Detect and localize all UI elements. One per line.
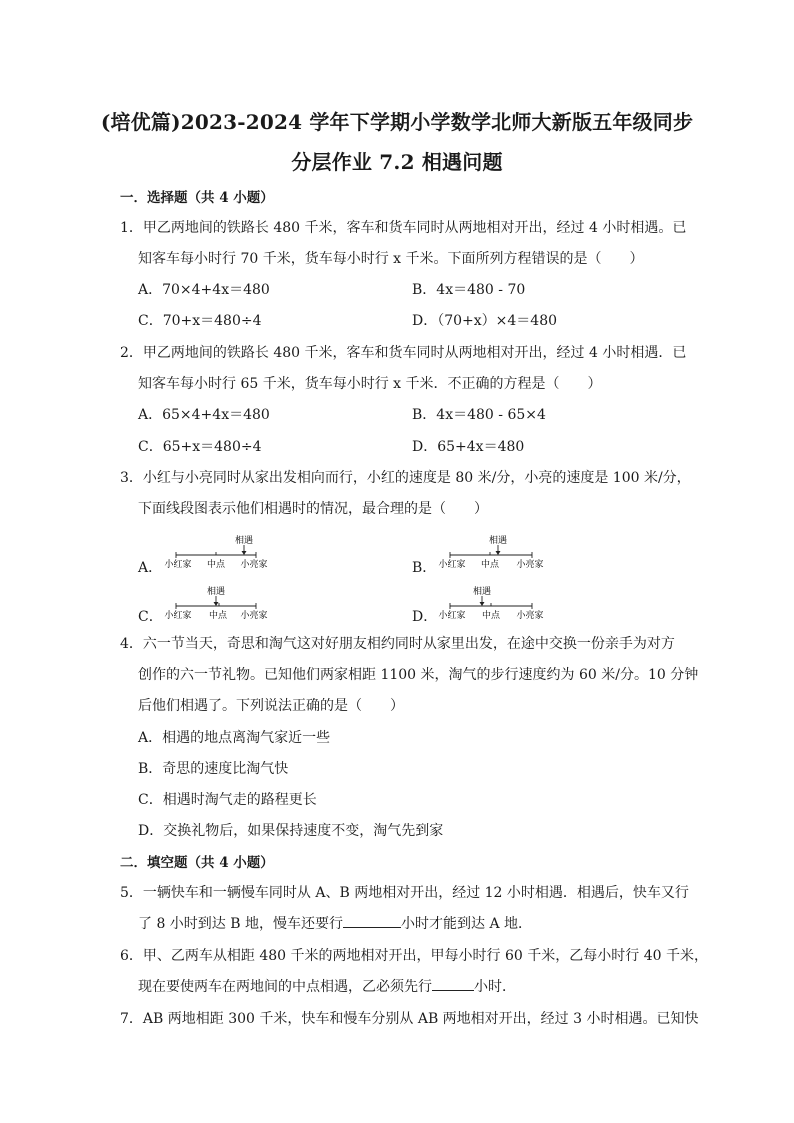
- question-4-line-3: 后他们相遇了。下列说法正确的是（ ）: [138, 698, 404, 714]
- question-1-option-d: D．（70+x）×4＝480: [412, 313, 558, 329]
- question-4-line-1: 4．六一节当天，奇思和淘气这对好朋友相约同时从家里出发，在途中交换一份亲手为对方: [120, 636, 675, 652]
- question-3-option-c: C．: [138, 609, 163, 625]
- question-2-option-c: C．65+x＝480÷4: [138, 439, 262, 455]
- question-2-option-b: B．4x＝480 - 65×4: [412, 407, 546, 423]
- question-4-option-d: D．交换礼物后，如果保持速度不变，淘气先到家: [138, 823, 444, 839]
- question-4-line-2: 创作的六一节礼物。已知他们两家相距 1100 米，淘气的步行速度约为 60 米/分。10 分钟: [138, 667, 699, 683]
- section-heading-fill: 二．填空题（共 4 小题）: [120, 855, 274, 871]
- question-1-option-a: A．70×4+4x＝480: [138, 282, 270, 298]
- segment-diagram-a: [164, 533, 276, 575]
- page-title-line1: (培优篇)2023-2024 学年下学期小学数学北师大新版五年级同步: [100, 110, 694, 134]
- diagram-a-meet-label: 相遇: [234, 536, 254, 546]
- question-4-option-a: A．相遇的地点离淘气家近一些: [138, 730, 331, 746]
- question-6-line-1: 6．甲、乙两车从相距 480 千米的两地相对开出，甲每小时行 60 千米，乙每小时行 40 千米，: [120, 948, 708, 964]
- question-6-line-2: [138, 976, 516, 996]
- question-1-line-1: 1．甲乙两地间的铁路长 480 千米，客车和货车同时从两地相对开出，经过 4 小时相遇。已: [120, 220, 687, 236]
- question-4-option-b: B．奇思的速度比淘气快: [138, 761, 289, 777]
- question-3-option-a: A．: [138, 560, 163, 576]
- question-6-answer-blank[interactable]: [432, 976, 474, 991]
- question-3-line-1: 3．小红与小亮同时从家出发相向而行，小红的速度是 80 米/分，小亮的速度是 100 米/分，: [120, 470, 691, 486]
- question-5-line-2-end: 小时才能到达 A 地．: [401, 916, 533, 932]
- diagram-d-right-label: 小亮家: [516, 611, 544, 621]
- question-3-option-d: D．: [412, 609, 438, 625]
- question-2-option-a: A．65×4+4x＝480: [138, 407, 270, 423]
- diagram-c-meet-label: 相遇: [206, 587, 226, 597]
- segment-diagram-d: [436, 584, 552, 626]
- diagram-d-mid-label: 中点: [481, 611, 501, 621]
- question-1-line-2: 知客车每小时行 70 千米，货车每小时行 x 千米。下面所列方程错误的是（ ）: [138, 251, 644, 267]
- diagram-c-left-label: 小红家: [164, 611, 192, 621]
- diagram-a-right-label: 小亮家: [240, 560, 268, 570]
- question-5-line-2: [138, 913, 532, 933]
- diagram-b-left-label: 小红家: [438, 560, 466, 570]
- segment-diagram-b: [436, 533, 552, 575]
- diagram-c-right-label: 小亮家: [240, 611, 268, 621]
- question-3-option-b: B．: [412, 560, 437, 576]
- question-1-option-b: B．4x＝480 - 70: [412, 282, 526, 298]
- section-heading-choice: 一．选择题（共 4 小题）: [120, 190, 274, 206]
- diagram-a-mid-label: 中点: [206, 560, 226, 570]
- diagram-a-left-label: 小红家: [164, 560, 192, 570]
- question-2-option-d: D．65+4x＝480: [412, 439, 525, 455]
- question-6-line-2-start: 现在要使两车在两地间的中点相遇，乙必须先行: [138, 979, 432, 995]
- question-1-option-c: C．70+x＝480÷4: [138, 313, 262, 329]
- diagram-d-left-label: 小红家: [438, 611, 466, 621]
- question-5-line-1: 5．一辆快车和一辆慢车同时从 A、B 两地相对开出，经过 12 小时相遇．相遇后，快车又行: [120, 885, 689, 901]
- diagram-b-right-label: 小亮家: [516, 560, 544, 570]
- diagram-d-meet-label: 相遇: [472, 587, 492, 597]
- diagram-b-mid-label: 中点: [480, 560, 500, 570]
- question-5-line-2-start: 了 8 小时到达 B 地，慢车还要行: [138, 916, 343, 932]
- question-2-line-1: 2．甲乙两地间的铁路长 480 千米，客车和货车同时从两地相对开出，经过 4 小时相遇．已: [120, 345, 687, 361]
- question-2-line-2: 知客车每小时行 65 千米，货车每小时行 x 千米．不正确的方程是（ ）: [138, 376, 602, 392]
- question-7-line-1: 7．AB 两地相距 300 千米，快车和慢车分别从 AB 两地相对开出，经过 3 小时相遇。已知快: [120, 1011, 699, 1027]
- page-title-line2: 分层作业 7.2 相遇问题: [291, 150, 503, 174]
- question-5-answer-blank[interactable]: [343, 913, 401, 928]
- question-6-line-2-end: 小时．: [474, 979, 516, 995]
- segment-diagram-c: [164, 584, 276, 626]
- question-4-option-c: C．相遇时淘气走的路程更长: [138, 792, 317, 808]
- diagram-b-meet-label: 相遇: [488, 536, 508, 546]
- question-3-line-2: 下面线段图表示他们相遇时的情况，最合理的是（ ）: [138, 501, 488, 517]
- diagram-c-mid-label: 中点: [208, 611, 228, 621]
